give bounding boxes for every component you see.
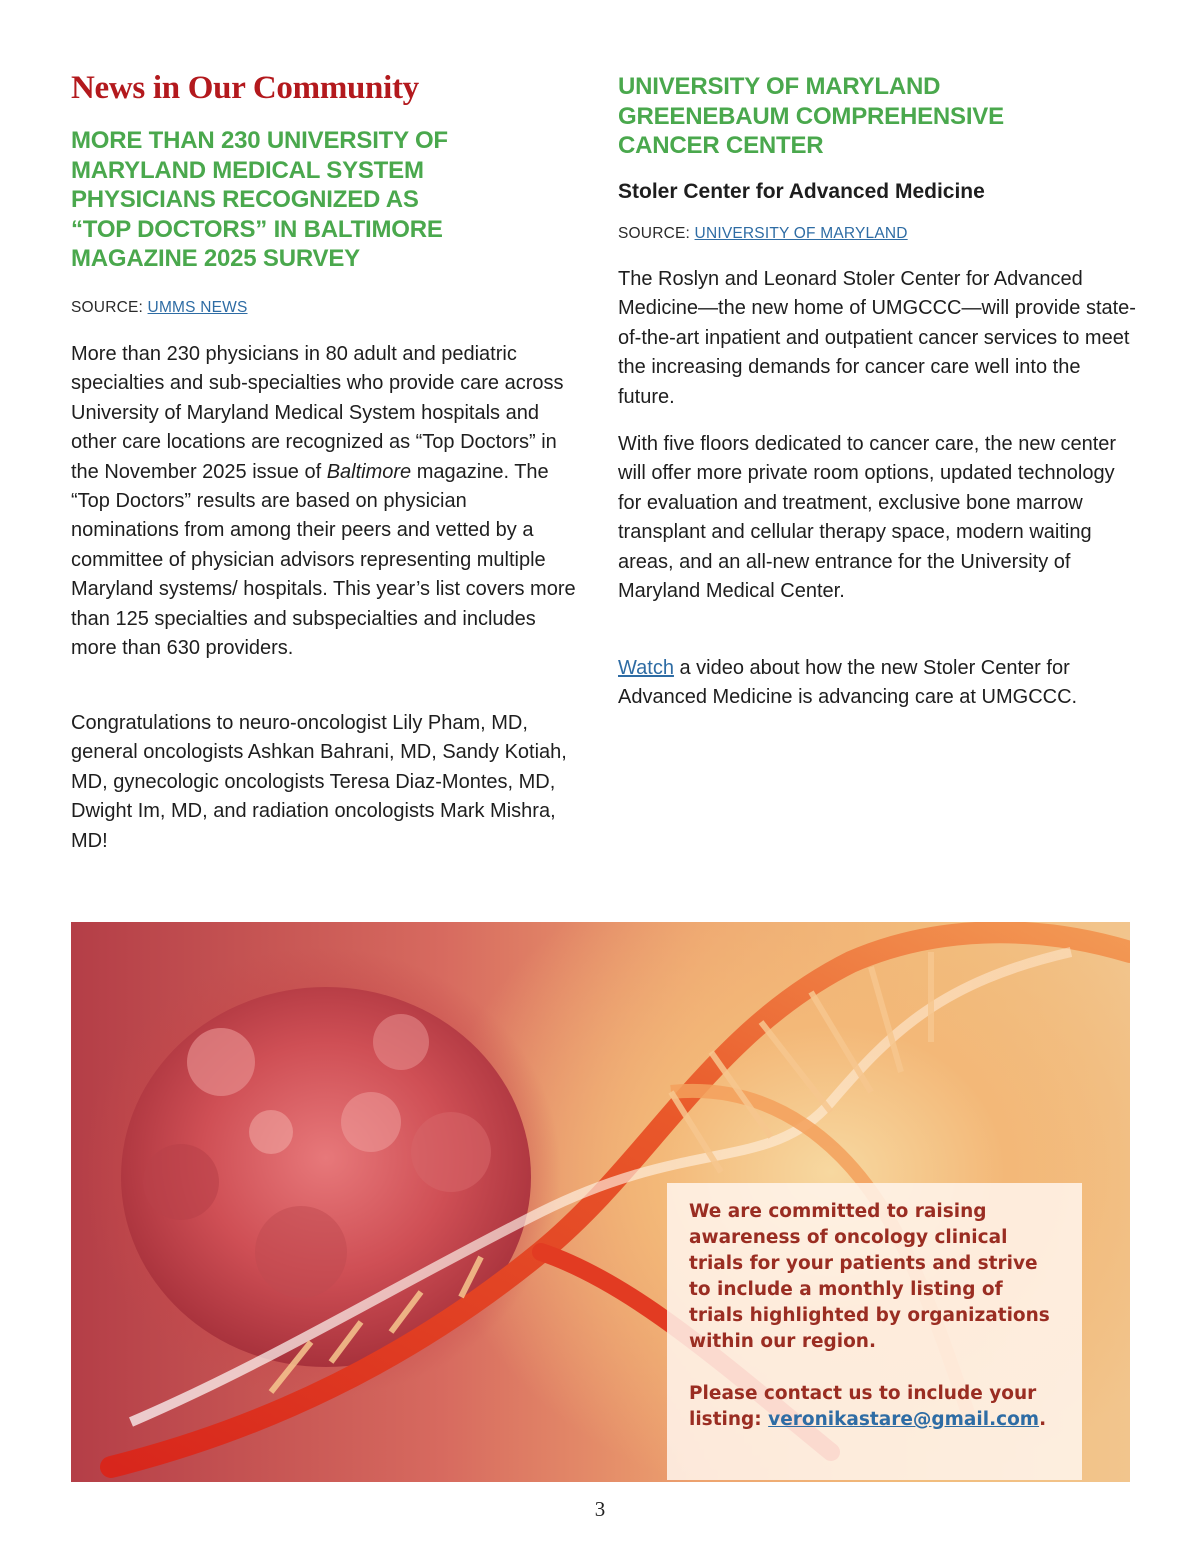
umms-news-link[interactable]: UMMS NEWS (147, 299, 248, 316)
headline-line: MORE THAN 230 UNIVERSITY OF (71, 127, 448, 154)
source-label: SOURCE: (618, 225, 691, 242)
source-label: SOURCE: (71, 299, 144, 316)
paragraph-text: a video about how the new Stoler Center for Advanced Medicine is advancing care at UMGCCC. (618, 657, 1078, 709)
clinical-trials-callout (667, 1183, 1082, 1480)
dna-cancer-cell-image (71, 922, 1130, 1482)
university-of-maryland-link[interactable]: UNIVERSITY OF MARYLAND (694, 225, 908, 242)
headline-line: UNIVERSITY OF MARYLAND (618, 73, 941, 100)
headline-line: “TOP DOCTORS” IN BALTIMORE (71, 215, 443, 243)
callout-contact (689, 1381, 1060, 1433)
article-headline-top-doctors (71, 126, 571, 274)
watch-video-link[interactable]: Watch (618, 657, 674, 679)
magazine-name: Baltimore (326, 460, 412, 483)
source-line-umms (71, 299, 248, 317)
stoler-paragraph-3 (618, 654, 1118, 713)
callout-contact-text: Please contact us to include your listing: (689, 1383, 1037, 1430)
article-headline-umgccc (618, 72, 1143, 161)
source-line-umd (618, 225, 908, 243)
page-number: 3 (594, 1497, 606, 1521)
callout-text: We are committed to raising awareness of oncology clinical trials for your patients and strive to include a monthly listing of trials highlighted by organizations within our region. (689, 1201, 1050, 1352)
stoler-paragraph-1: The Roslyn and Leonard Stoler Center for Advanced Medicine—the new home of UMGCCC—will provide state-of-the-art inpatient and outpatient cancer services to meet the increasing demands for cancer care well into the future. (618, 268, 1136, 408)
section-title: News in Our Community (71, 70, 419, 106)
headline-line: PHYSICIANS RECOGNIZED AS (71, 186, 419, 213)
contact-email-link[interactable]: veronikastare@gmail.com (768, 1409, 1040, 1430)
headline-line: GREENEBAUM COMPREHENSIVE (618, 102, 1004, 130)
callout-period: . (1039, 1409, 1047, 1430)
headline-line: MAGAZINE 2025 SURVEY (71, 245, 360, 272)
stoler-center-subheading: Stoler Center for Advanced Medicine (618, 180, 985, 203)
headline-line: CANCER CENTER (618, 132, 824, 159)
paragraph-text: More than 230 physicians in 80 adult and pediatric specialties and sub-specialties who provide care across University of Maryland Medical System hospitals and other care locations are recognized as “Top Doctors” in the November 2025 issue of (71, 343, 564, 483)
congratulations-paragraph: Congratulations to neuro-oncologist Lily Pham, MD, general oncologists Ashkan Bahrani, MD, Sandy Kotiah, MD, gynecologic oncologists Teresa Diaz-Montes, MD, Dwight Im, MD, and radiation oncologists Mark Mishra, MD! (71, 712, 567, 852)
top-doctors-paragraph (71, 340, 576, 663)
stoler-paragraph-2: With five floors dedicated to cancer care, the new center will offer more private room options, updated technology for evaluation and treatment, exclusive bone marrow transplant and cellular therapy space, modern waiting areas, and an all-new entrance for the University of Maryland Medical Center. (618, 433, 1117, 603)
headline-line: MARYLAND MEDICAL SYSTEM (71, 156, 424, 184)
paragraph-text: magazine. The “Top Doctors” results are based on physician nominations from among their peers and vetted by a committee of physician advisors representing multiple Maryland systems/ hospitals. This year’s list covers more than 125 specialties and subspecialties and includes more than 630 providers. (71, 460, 576, 660)
